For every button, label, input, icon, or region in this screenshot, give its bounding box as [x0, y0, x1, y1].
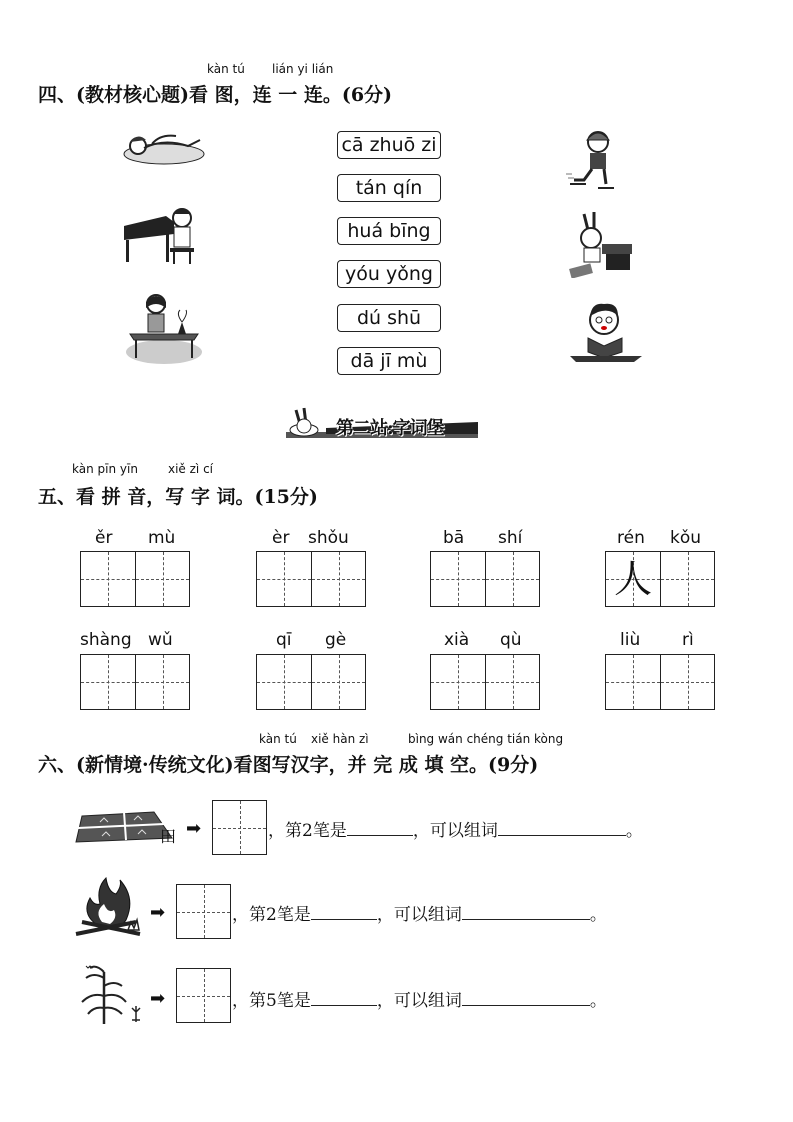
stroke-blank[interactable]: [311, 905, 377, 920]
pinyin-xiehanzi: xiě hàn zì: [311, 732, 369, 746]
word-blank[interactable]: [462, 905, 590, 920]
pinyin-syllable: rén: [617, 528, 645, 548]
writing-grid[interactable]: [605, 551, 715, 607]
writing-grid[interactable]: [80, 654, 190, 710]
arrow-right-icon: ➡: [150, 902, 166, 923]
stroke-prompt: ，第2笔是: [268, 821, 347, 841]
writing-cell[interactable]: [135, 552, 189, 606]
writing-cell[interactable]: [257, 655, 311, 709]
word-box-4[interactable]: yóu yǒng: [337, 260, 441, 288]
stroke-blank[interactable]: [347, 821, 413, 836]
stroke-prompt: ，第5笔是: [232, 991, 311, 1011]
pinyin-kantu: kàn tú: [259, 732, 297, 746]
writing-cell[interactable]: [431, 655, 485, 709]
writing-cell[interactable]: [135, 655, 189, 709]
writing-grid[interactable]: [256, 551, 366, 607]
pinyin-syllable: qī: [276, 630, 292, 650]
arrow-right-icon: ➡: [150, 988, 166, 1009]
word-box-3[interactable]: huá bīng: [337, 217, 441, 245]
writing-cell[interactable]: [81, 552, 135, 606]
pinyin-syllable: ěr: [95, 528, 113, 548]
writing-cell[interactable]: [311, 552, 365, 606]
pinyin-syllable: wǔ: [148, 630, 173, 650]
word-box-2[interactable]: tán qín: [337, 174, 441, 202]
stroke-prompt: ，第2笔是: [232, 905, 311, 925]
skating-picture[interactable]: [566, 128, 622, 194]
pinyin-syllable: liù: [620, 630, 641, 650]
pinyin-kanpinyin: kàn pīn yīn: [72, 462, 138, 476]
pinyin-syllable: xià: [444, 630, 470, 650]
writing-cell[interactable]: [660, 552, 714, 606]
writing-grid[interactable]: [80, 551, 190, 607]
answer-box[interactable]: [176, 884, 231, 939]
word-box-6[interactable]: dā jī mù: [337, 347, 441, 375]
writing-cell[interactable]: [431, 552, 485, 606]
pinyin-xiezici: xiě zì cí: [168, 462, 214, 476]
fire-picture: [74, 876, 150, 938]
pinyin-syllable: rì: [682, 630, 694, 650]
answer-box[interactable]: [212, 800, 267, 855]
writing-cell[interactable]: [485, 655, 539, 709]
pinyin-syllable: mù: [148, 528, 176, 548]
writing-cell[interactable]: [606, 655, 660, 709]
pinyin-syllable: qù: [500, 630, 522, 650]
period: 。: [589, 991, 607, 1011]
pinyin-bingwanchengtiankong: bìng wán chéng tián kòng: [408, 732, 564, 746]
hint-character-tian: 田: [160, 827, 177, 846]
pinyin-kantu: kàn tú: [207, 62, 245, 76]
word-prompt: ，可以组词: [412, 821, 498, 841]
period: 。: [625, 821, 643, 841]
writing-cell[interactable]: [81, 655, 135, 709]
word-blank[interactable]: [462, 991, 590, 1006]
answer-box[interactable]: [176, 968, 231, 1023]
pinyin-syllable: shí: [498, 528, 523, 548]
word-box-5[interactable]: dú shū: [337, 304, 441, 332]
arrow-right-icon: ➡: [186, 818, 202, 839]
word-prompt: ，可以组词: [376, 991, 462, 1011]
writing-cell[interactable]: [660, 655, 714, 709]
reading-picture[interactable]: [568, 298, 644, 366]
period: 。: [589, 905, 607, 925]
writing-grid[interactable]: [256, 654, 366, 710]
pinyin-syllable: bā: [443, 528, 465, 548]
grain-picture: [74, 962, 154, 1026]
fill-line: [232, 900, 607, 925]
swimming-picture[interactable]: [116, 124, 206, 168]
wiping-table-picture[interactable]: [124, 292, 204, 366]
section5-title: 五、看 拼 音，写 字 词。(15分): [38, 486, 318, 508]
writing-grid[interactable]: [605, 654, 715, 710]
stroke-blank[interactable]: [311, 991, 377, 1006]
word-box-1[interactable]: cā zhuō zi: [337, 131, 441, 159]
filled-character: 人: [613, 557, 652, 601]
building-blocks-picture[interactable]: [566, 210, 636, 278]
writing-grid[interactable]: [430, 551, 540, 607]
fill-line: [268, 816, 643, 841]
pinyin-lianyilian: lián yi lián: [272, 62, 334, 76]
writing-cell[interactable]: [606, 552, 660, 606]
section6-title: 六、(新情境·传统文化)看图写汉字，并 完 成 填 空。(9分): [38, 754, 539, 776]
piano-picture[interactable]: [120, 200, 198, 266]
writing-cell[interactable]: [311, 655, 365, 709]
word-prompt: ，可以组词: [376, 905, 462, 925]
fill-line: [232, 986, 607, 1011]
pinyin-syllable: èr: [272, 528, 290, 548]
pinyin-syllable: gè: [325, 630, 347, 650]
writing-cell[interactable]: [257, 552, 311, 606]
writing-grid[interactable]: [430, 654, 540, 710]
pinyin-syllable: shàng: [80, 630, 132, 650]
writing-cell[interactable]: [485, 552, 539, 606]
banner-title: 第二站:字词堡: [336, 418, 444, 439]
word-blank[interactable]: [498, 821, 626, 836]
pinyin-syllable: kǒu: [670, 528, 702, 548]
section4-title: 四、(教材核心题)看 图，连 一 连。(6分): [38, 84, 393, 106]
pinyin-syllable: shǒu: [308, 528, 349, 548]
